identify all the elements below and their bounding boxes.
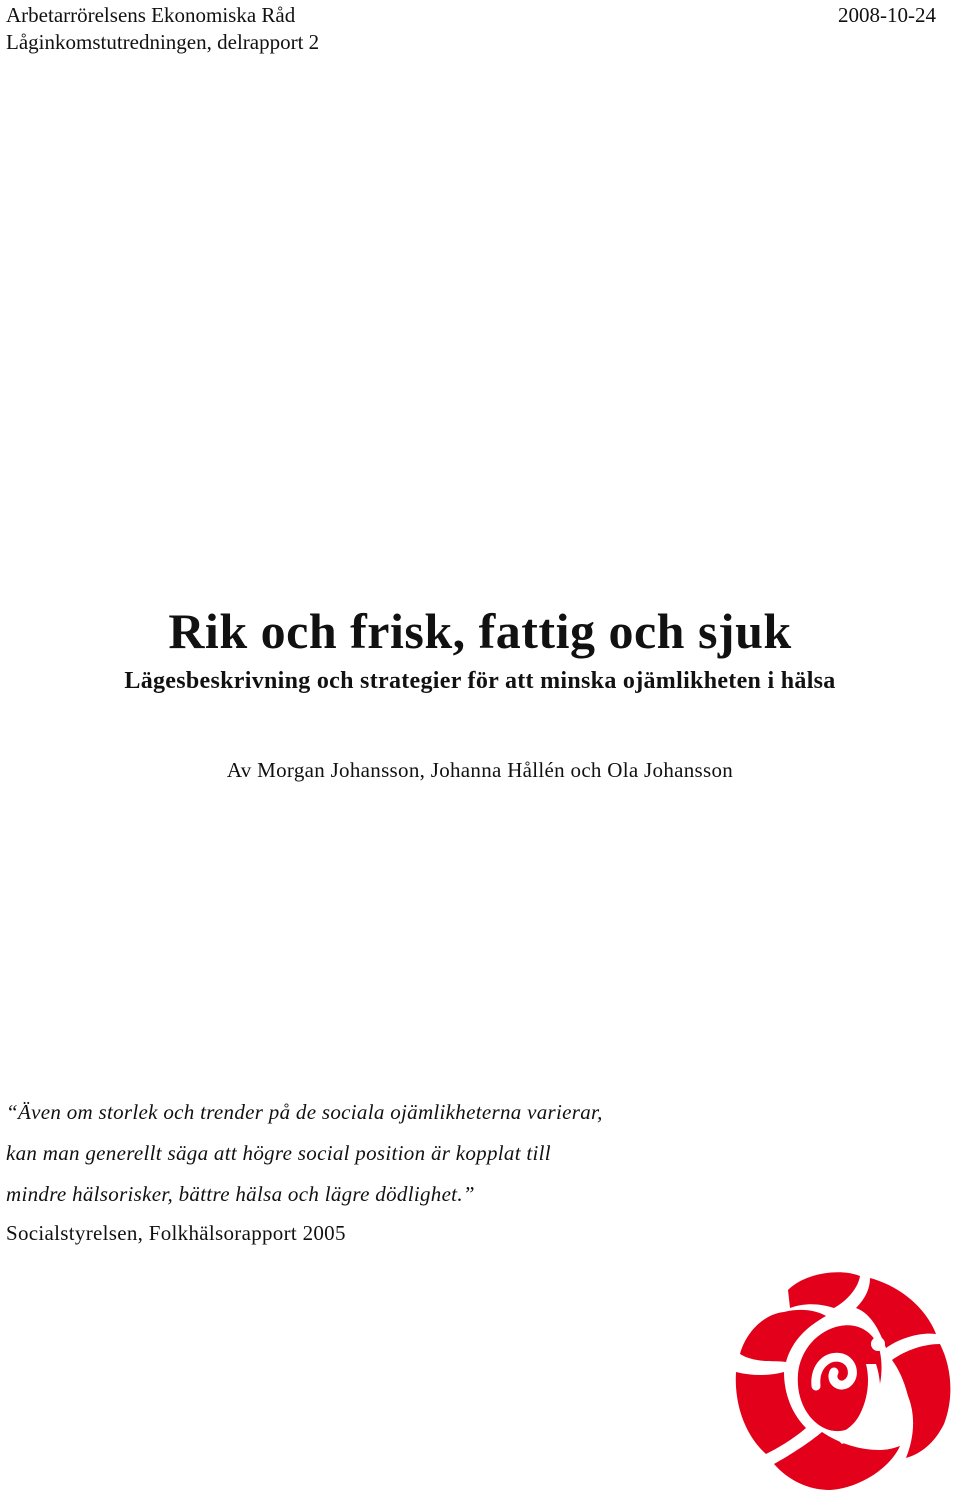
report-series: Låginkomstutredningen, delrapport 2 (6, 30, 320, 54)
quote-line: mindre hälsorisker, bättre hälsa och lägre dödlighet.” (6, 1182, 475, 1206)
title-block (0, 600, 960, 696)
document-header (6, 2, 319, 56)
rose-petal-top (788, 1272, 860, 1308)
quote-line: kan man generellt säga att högre social position är kopplat till (6, 1141, 551, 1165)
rose-petal-right (892, 1344, 950, 1458)
rose-petal-bottom-left (736, 1372, 806, 1454)
document-title: Rik och frisk, fattig och sjuk (168, 603, 792, 659)
rose-petal-bottom (774, 1432, 900, 1490)
quote-source: Socialstyrelsen, Folkhälsorapport 2005 (6, 1221, 346, 1245)
rose-dot (871, 1337, 885, 1351)
epigraph-quote (6, 1092, 706, 1215)
document-authors: Av Morgan Johansson, Johanna Hållén och Ola Johansson (226, 758, 734, 782)
rose-icon (730, 1268, 956, 1498)
document-date: 2008-10-24 (838, 3, 936, 27)
organization-name: Arbetarrörelsens Ekonomiska Råd (6, 3, 296, 27)
document-subtitle: Lägesbeskrivning och strategier för att minska ojämlikheten i hälsa (124, 668, 836, 694)
quote-line: “Även om storlek och trender på de sociala ojämlikheterna varierar, (6, 1100, 603, 1124)
